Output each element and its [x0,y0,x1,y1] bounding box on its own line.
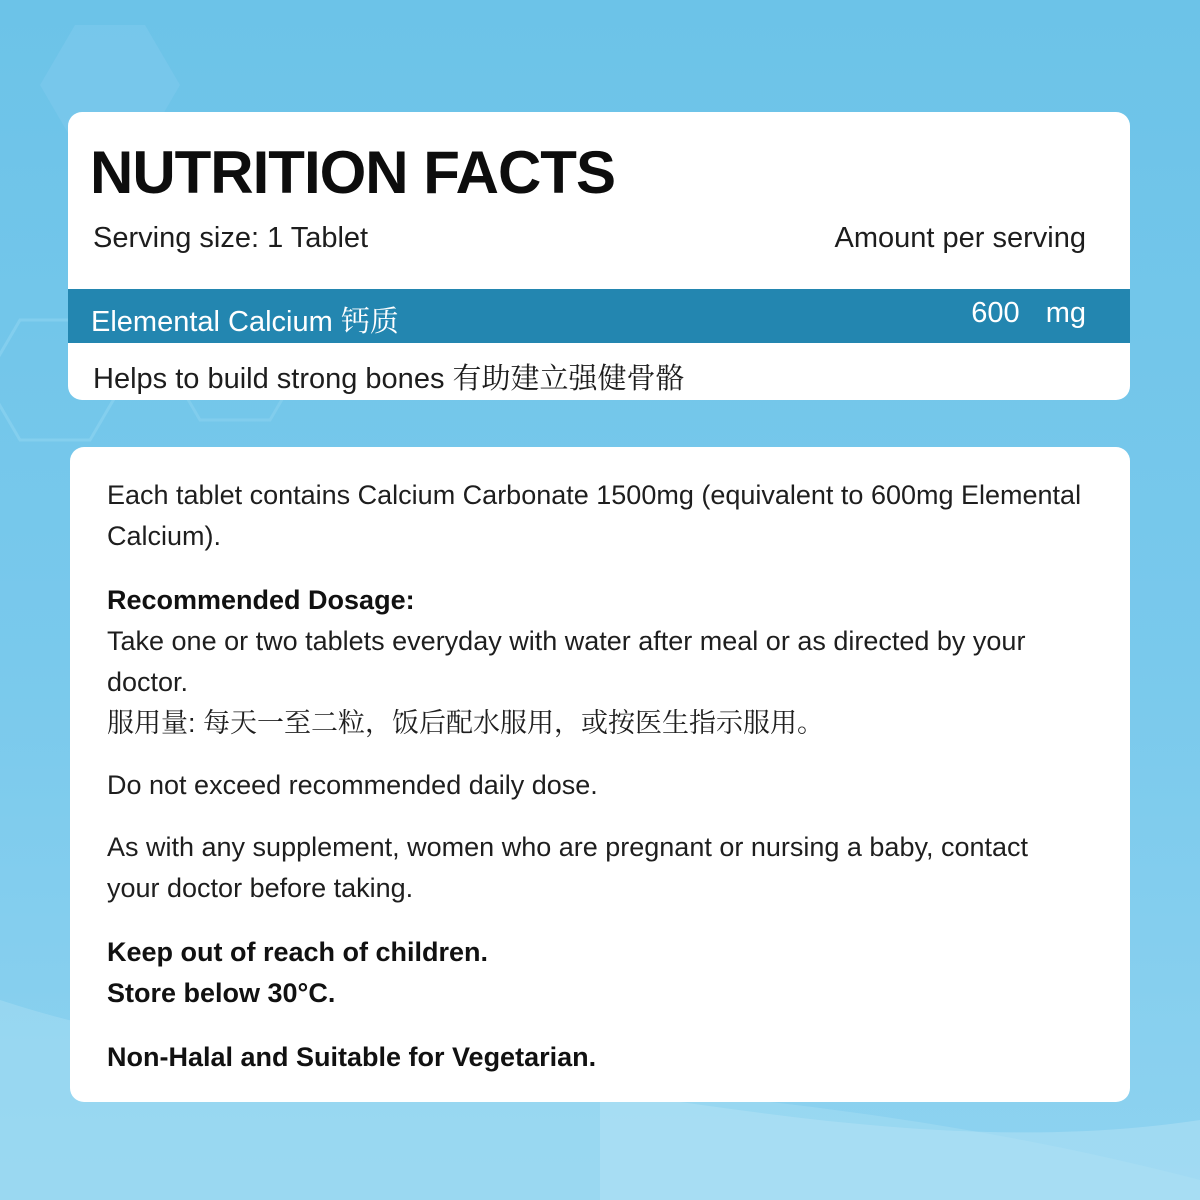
dose-warning: Do not exceed recommended daily dose. [107,770,598,800]
serving-size: Serving size: 1 Tablet [93,222,369,254]
nutrition-facts-title: NUTRITION FACTS [90,139,615,206]
nutrition-facts-card [68,112,1130,400]
dosage-text: Take one or two tablets everyday with water after meal or as directed by your doctor. [107,626,1026,697]
nutrient-label: Elemental Calcium 钙质 [91,306,399,338]
storage-instructions: Store below 30°C. [107,978,336,1008]
amount-per-serving: Amount per serving [834,222,1086,254]
product-info-card [70,447,1130,1102]
dosage-heading: Recommended Dosage: [107,585,415,615]
dietary-info: Non-Halal and Suitable for Vegetarian. [107,1042,597,1072]
keep-away-warning: Keep out of reach of children. [107,937,489,967]
product-info [107,475,1087,1078]
dosage-chinese: 服用量: 每天一至二粒，饭后配水服用，或按医生指示服用。 [107,708,825,738]
benefit-text: Helps to build strong bones 有助建立强健骨骼 [93,363,685,395]
pregnancy-warning: As with any supplement, women who are pregnant or nursing a baby, contact your doctor before taking. [107,832,1029,903]
contents-text: Each tablet contains Calcium Carbonate 1500mg (equivalent to 600mg Elemental Calcium). [107,480,1082,551]
nutrient-row [68,289,1130,343]
nutrient-amount: 600 mg [971,297,1086,329]
